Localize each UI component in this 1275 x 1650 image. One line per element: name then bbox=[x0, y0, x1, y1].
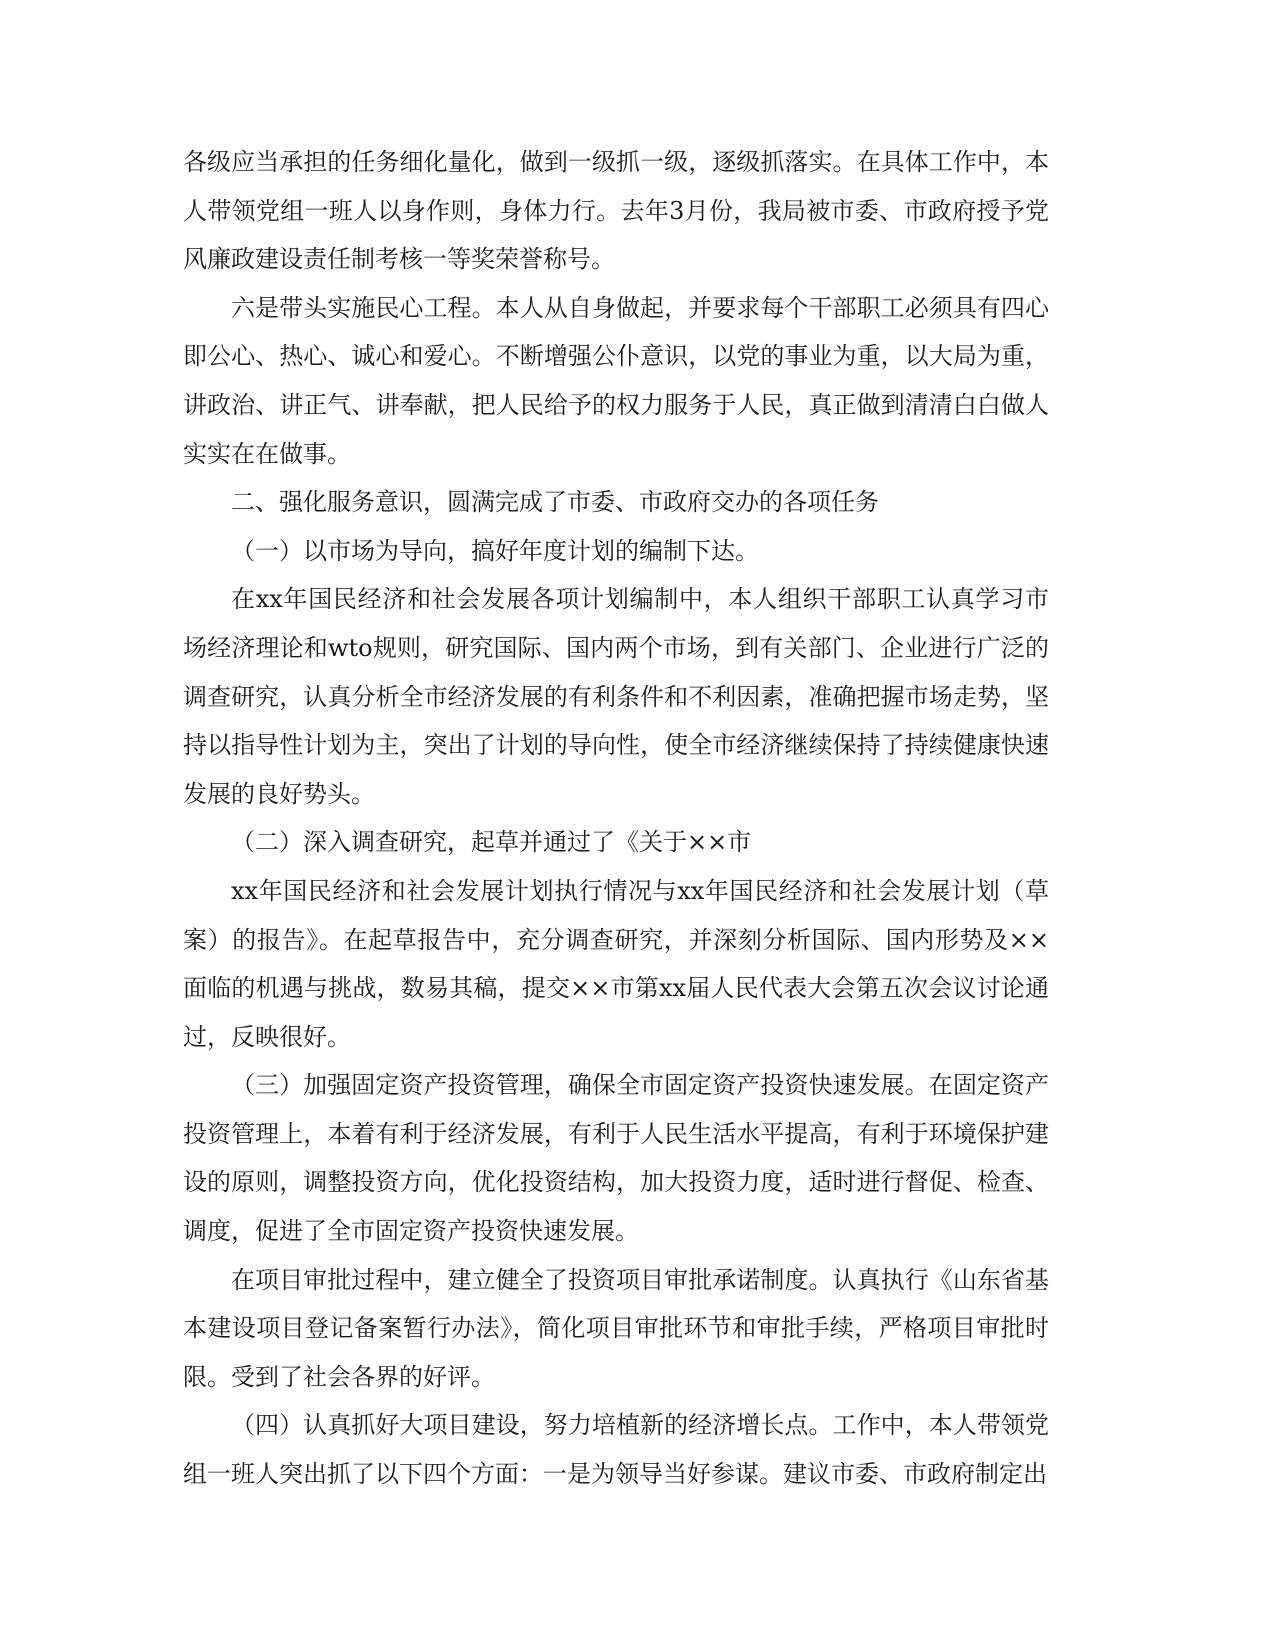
paragraph: 各级应当承担的任务细化量化，做到一级抓一级，逐级抓落实。在具体工作中，本人带领党组一班人以身作则，身体力行。去年3月份，我局被市委、市政府授予党风廉政建设责任制考核一等奖荣誉称号。 bbox=[183, 148, 1049, 274]
paragraph: （四）认真抓好大项目建设，努力培植新的经济增长点。工作中，本人带领党组一班人突出抓了以下四个方面：一是为领导当好参谋。建议市委、市政府制定出 bbox=[183, 1411, 1049, 1489]
document-body bbox=[183, 138, 1049, 1499]
subsection-heading: （二）深入调查研究，起草并通过了《关于××市 bbox=[231, 828, 752, 857]
paragraph: 六是带头实施民心工程。本人从自身做起，并要求每个干部职工必须具有四心即公心、热心、诚心和爱心。不断增强公仆意识，以党的事业为重，以大局为重，讲政治、讲正气、讲奉献，把人民给予的权力服务于人民，真正做到清清白白做人实实在在做事。 bbox=[183, 293, 1049, 468]
section-heading: 二、强化服务意识，圆满完成了市委、市政府交办的各项任务 bbox=[231, 488, 879, 517]
paragraph: （三）加强固定资产投资管理，确保全市固定资产投资快速发展。在固定资产投资管理上，本着有利于经济发展，有利于人民生活水平提高，有利于环境保护建设的原则，调整投资方向，优化投资结构，加大投资力度，适时进行督促、检查、调度，促进了全市固定资产投资快速发展。 bbox=[183, 1071, 1049, 1246]
paragraph: xx年国民经济和社会发展计划执行情况与xx年国民经济和社会发展计划（草案）的报告》。在起草报告中，充分调查研究，并深刻分析国际、国内形势及××面临的机遇与挑战，数易其稿，提交××市第xx届人民代表大会第五次会议讨论通过，反映很好。 bbox=[183, 876, 1049, 1051]
subsection-heading: （一）以市场为导向，搞好年度计划的编制下达。 bbox=[231, 536, 759, 565]
paragraph: 在项目审批过程中，建立健全了投资项目审批承诺制度。认真执行《山东省基本建设项目登记备案暂行办法》，简化项目审批环节和审批手续，严格项目审批时限。受到了社会各界的好评。 bbox=[183, 1265, 1049, 1391]
paragraph: 在xx年国民经济和社会发展各项计划编制中，本人组织干部职工认真学习市场经济理论和wto规则，研究国际、国内两个市场，到有关部门、企业进行广泛的调查研究，认真分析全市经济发展的有利条件和不利因素，准确把握市场走势，坚持以指导性计划为主，突出了计划的导向性，使全市经济继续保持了持续健康快速发展的良好势头。 bbox=[183, 585, 1049, 808]
